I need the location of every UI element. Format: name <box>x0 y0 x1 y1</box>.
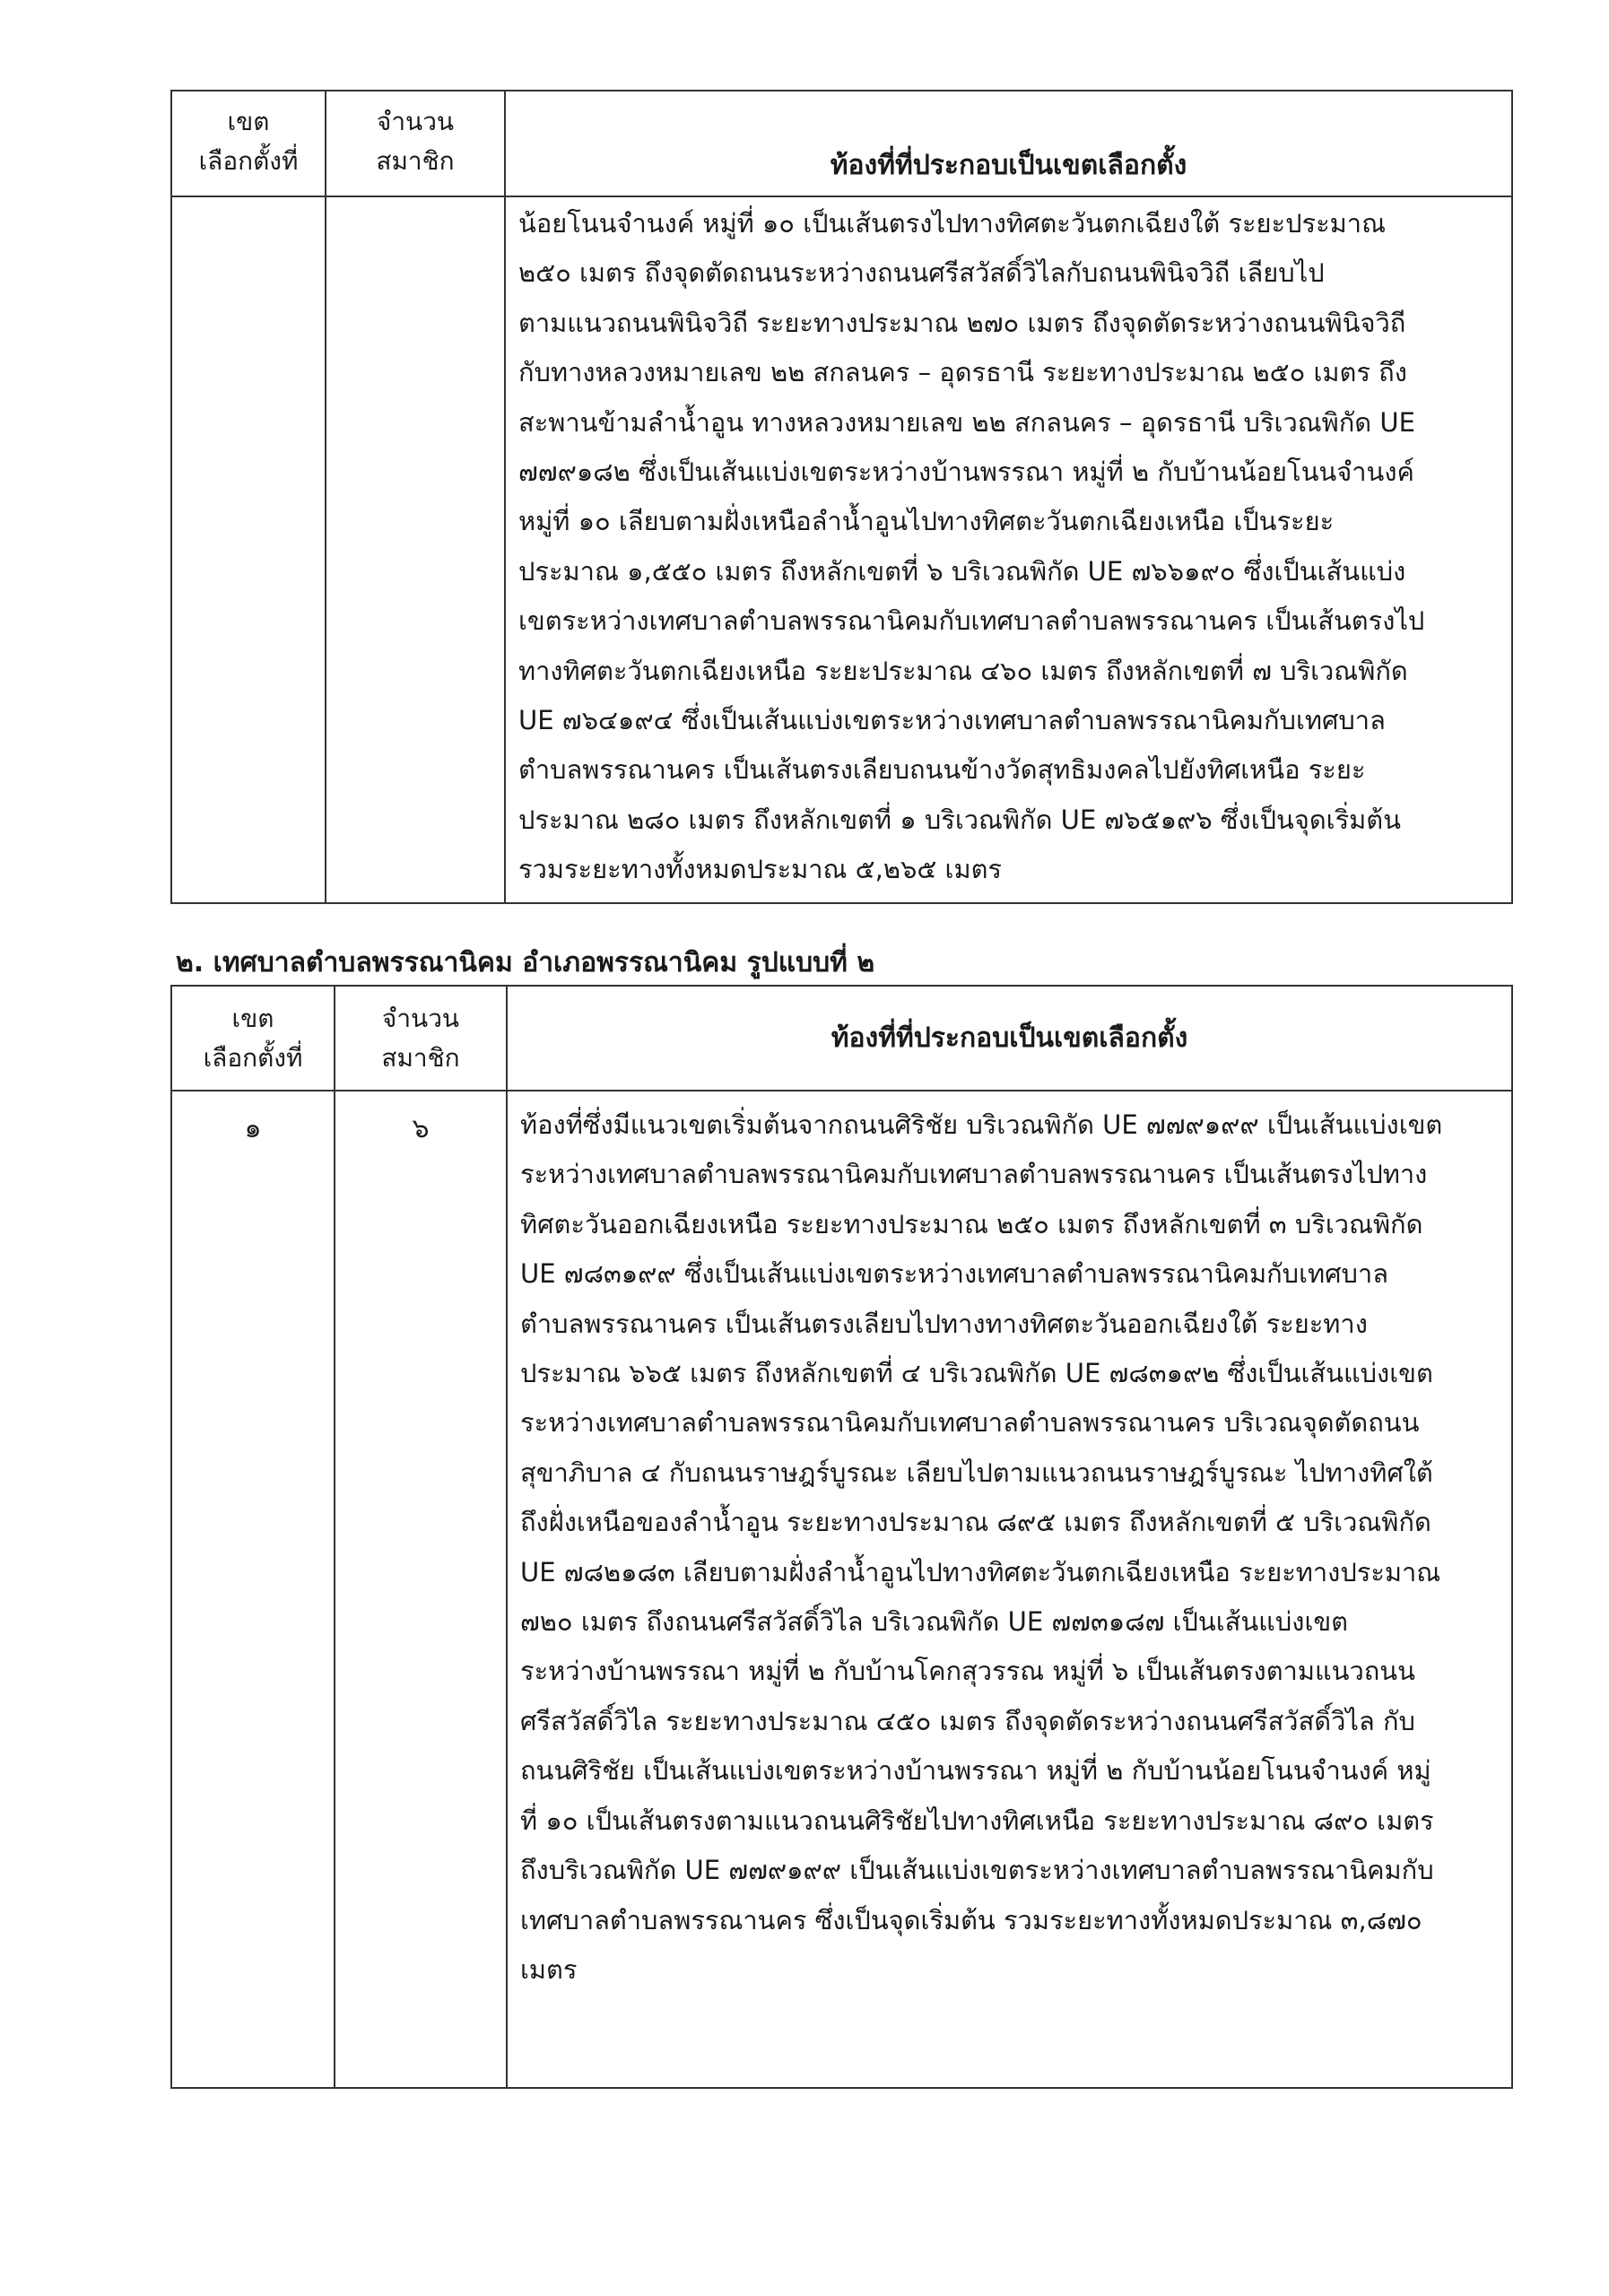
header-members-line2: สมาชิก <box>381 1043 460 1073</box>
members-cell <box>326 196 505 903</box>
header-area-label: ท้องที่ที่ประกอบเป็นเขตเลือกตั้ง <box>831 1022 1188 1054</box>
area-description <box>507 1091 1512 2088</box>
header-area-label: ท้องที่ที่ประกอบเป็นเขตเลือกตั้ง <box>830 150 1187 181</box>
table-header-row <box>171 91 1512 196</box>
district-number <box>171 1091 335 2088</box>
text-line: ตำบลพรรณานคร เป็นเส้นตรงเลียบไปทางทางทิศตะวันออกเฉียงใต้ ระยะทาง <box>520 1308 1368 1339</box>
header-members-line2: สมาชิก <box>376 146 455 176</box>
boundary-table-2 <box>170 985 1513 2089</box>
table-row <box>171 196 1512 903</box>
text-line: ถึงฝั่งเหนือของลำน้ำอูน ระยะทางประมาณ ๘๙๕ เมตร ถึงหลักเขตที่ ๕ บริเวณพิกัด <box>520 1507 1431 1538</box>
header-area <box>505 91 1512 196</box>
table-row <box>171 1091 1512 2088</box>
header-members <box>335 986 507 1091</box>
text-line: ๒๕๐ เมตร ถึงจุดตัดถนนระหว่างถนนศรีสวัสดิ์วิไลกับถนนพินิจวิถี เลียบไป <box>518 257 1325 289</box>
text-line: ทิศตะวันออกเฉียงเหนือ ระยะทางประมาณ ๒๕๐ เมตร ถึงหลักเขตที่ ๓ บริเวณพิกัด <box>520 1208 1423 1239</box>
area-description <box>505 196 1512 903</box>
text-line: ถึงบริเวณพิกัด UE ๗๗๙๑๙๙ เป็นเส้นแบ่งเขตระหว่างเทศบาลตำบลพรรณานิคมกับ <box>520 1855 1434 1886</box>
header-district-line2: เลือกตั้งที่ <box>203 1043 303 1073</box>
text-line: UE ๗๘๓๑๙๙ ซึ่งเป็นเส้นแบ่งเขตระหว่างเทศบาลตำบลพรรณานิคมกับเทศบาล <box>520 1258 1388 1290</box>
text-line: ถนนศิริชัย เป็นเส้นแบ่งเขตระหว่างบ้านพรรณา หมู่ที่ ๒ กับบ้านน้อยโนนจำนงค์ หมู่ <box>520 1755 1431 1787</box>
header-district-line1: เขต <box>231 1004 274 1033</box>
text-line: เขตระหว่างเทศบาลตำบลพรรณานิคมกับเทศบาลตำบลพรรณานคร เป็นเส้นตรงไป <box>518 605 1425 637</box>
text-line: ๗๗๙๑๘๒ ซึ่งเป็นเส้นแบ่งเขตระหว่างบ้านพรรณา หมู่ที่ ๒ กับบ้านน้อยโนนจำนงค์ <box>518 457 1414 488</box>
header-area <box>507 986 1512 1091</box>
text-line: ทางทิศตะวันตกเฉียงเหนือ ระยะประมาณ ๔๖๐ เมตร ถึงหลักเขตที่ ๗ บริเวณพิกัด <box>518 655 1408 686</box>
text-line: ระหว่างบ้านพรรณา หมู่ที่ ๒ กับบ้านโคกสุวรรณ หมู่ที่ ๖ เป็นเส้นตรงตามแนวถนน <box>520 1656 1415 1687</box>
text-line: ประมาณ ๖๖๕ เมตร ถึงหลักเขตที่ ๔ บริเวณพิกัด UE ๗๘๓๑๙๒ ซึ่งเป็นเส้นแบ่งเขต <box>520 1358 1433 1389</box>
text-line: ระหว่างเทศบาลตำบลพรรณานิคมกับเทศบาลตำบลพรรณานคร บริเวณจุดตัดถนน <box>520 1407 1420 1439</box>
text-line: UE ๗๘๒๑๘๓ เลียบตามฝั่งลำน้ำอูนไปทางทิศตะวันตกเฉียงเหนือ ระยะทางประมาณ <box>520 1556 1441 1587</box>
text-line: ท้องที่ซึ่งมีแนวเขตเริ่มต้นจากถนนศิริชัย บริเวณพิกัด UE ๗๗๙๑๙๙ เป็นเส้นแบ่งเขต <box>520 1109 1443 1140</box>
text-line: ศรีสวัสดิ์วิไล ระยะทางประมาณ ๔๕๐ เมตร ถึงจุดตัดระหว่างถนนศรีสวัสดิ์วิไล กับ <box>520 1705 1415 1736</box>
text-line: หมู่ที่ ๑๐ เลียบตามฝั่งเหนือลำน้ำอูนไปทางทิศตะวันตกเฉียงเหนือ เป็นระยะ <box>518 506 1335 537</box>
text-line: สะพานข้ามลำน้ำอูน ทางหลวงหมายเลข ๒๒ สกลนคร – อุดรธานี บริเวณพิกัด UE <box>518 406 1415 438</box>
text-line: เมตร <box>520 1953 578 1985</box>
header-district-line1: เขต <box>227 107 270 136</box>
text-line: รวมระยะทางทั้งหมดประมาณ ๕,๒๖๕ เมตร <box>518 854 1002 885</box>
header-district-line2: เลือกตั้งที่ <box>198 146 299 176</box>
text-line: ตำบลพรรณานคร เป็นเส้นตรงเลียบถนนข้างวัดสุทธิมงคลไปยังทิศเหนือ ระยะ <box>518 754 1366 786</box>
district-number-value: ๑ <box>244 1113 262 1144</box>
text-line: กับทางหลวงหมายเลข ๒๒ สกลนคร – อุดรธานี ระยะทางประมาณ ๒๕๐ เมตร ถึง <box>518 357 1407 388</box>
text-line: ประมาณ ๒๘๐ เมตร ถึงหลักเขตที่ ๑ บริเวณพิกัด UE ๗๖๕๑๙๖ ซึ่งเป็นจุดเริ่มต้น <box>518 804 1401 835</box>
header-district <box>171 91 326 196</box>
header-members-line1: จำนวน <box>376 107 455 136</box>
section-2-title: ๒. เทศบาลตำบลพรรณานิคม อำเภอพรรณานิคม รูปแบบที่ ๒ <box>176 947 875 978</box>
text-line: ที่ ๑๐ เป็นเส้นตรงตามแนวถนนศิริชัยไปทางทิศเหนือ ระยะทางประมาณ ๘๙๐ เมตร <box>520 1805 1434 1836</box>
header-district <box>171 986 335 1091</box>
header-members <box>326 91 505 196</box>
district-cell <box>171 196 326 903</box>
text-line: ตามแนวถนนพินิจวิถี ระยะทางประมาณ ๒๗๐ เมตร ถึงจุดตัดระหว่างถนนพินิจวิถี <box>518 307 1406 338</box>
text-line: สุขาภิบาล ๔ กับถนนราษฎร์บูรณะ เลียบไปตามแนวถนนราษฎร์บูรณะ ไปทางทิศใต้ <box>520 1457 1433 1488</box>
header-members-line1: จำนวน <box>381 1004 460 1033</box>
member-count <box>335 1091 507 2088</box>
text-line: เทศบาลตำบลพรรณานคร ซึ่งเป็นจุดเริ่มต้น รวมระยะทางทั้งหมดประมาณ ๓,๘๗๐ <box>520 1904 1422 1935</box>
text-line: ๗๒๐ เมตร ถึงถนนศรีสวัสดิ์วิไล บริเวณพิกัด UE ๗๗๓๑๘๗ เป็นเส้นแบ่งเขต <box>520 1606 1349 1638</box>
member-count-value: ๖ <box>412 1113 430 1144</box>
text-line: น้อยโนนจำนงค์ หมู่ที่ ๑๐ เป็นเส้นตรงไปทางทิศตะวันตกเฉียงใต้ ระยะประมาณ <box>518 208 1386 239</box>
text-line: UE ๗๖๔๑๙๔ ซึ่งเป็นเส้นแบ่งเขตระหว่างเทศบาลตำบลพรรณานิคมกับเทศบาล <box>518 705 1386 736</box>
boundary-table-1 <box>170 90 1513 904</box>
table-header-row <box>171 986 1512 1091</box>
text-line: ระหว่างเทศบาลตำบลพรรณานิคมกับเทศบาลตำบลพรรณานคร เป็นเส้นตรงไปทาง <box>520 1159 1428 1190</box>
text-line: ประมาณ ๑,๕๕๐ เมตร ถึงหลักเขตที่ ๖ บริเวณพิกัด UE ๗๖๖๑๙๐ ซึ่งเป็นเส้นแบ่ง <box>518 555 1406 587</box>
